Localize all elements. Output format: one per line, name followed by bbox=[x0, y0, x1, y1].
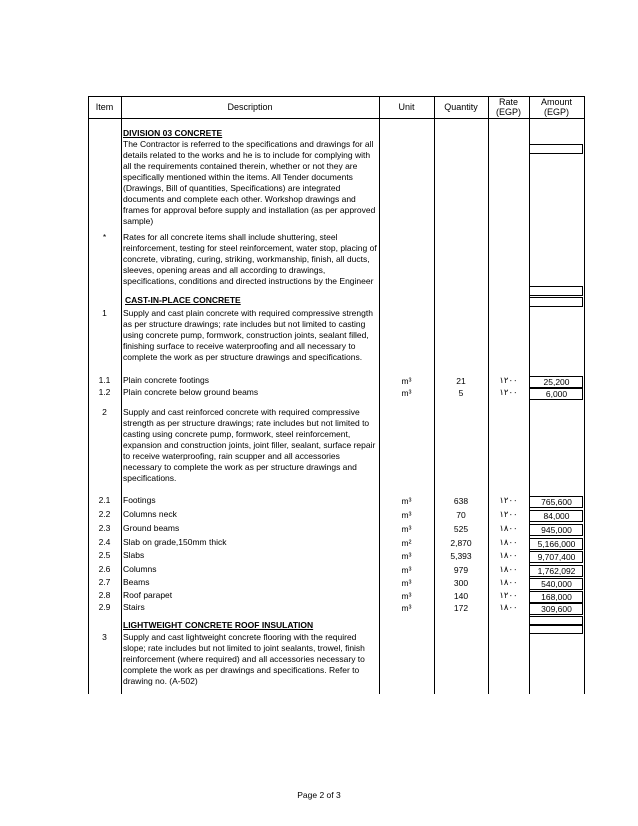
row-quantity: 70 bbox=[456, 510, 466, 520]
row-description: Stairs bbox=[123, 602, 145, 612]
item-1-description: Supply and cast plain concrete with required compressive strength as per structure drawings; rate includes but not limited to casting using concrete pump, formwork, construction joints, sealant filled, finishing surface to receive waterproofing and all necessary to complete the work as per structure drawings and specifications. bbox=[123, 308, 373, 362]
row-amount: 5,166,000 bbox=[537, 539, 576, 549]
row-item-number: 2.6 bbox=[98, 564, 111, 574]
row-amount: 25,200 bbox=[543, 377, 570, 387]
row-description: Slab on grade,150mm thick bbox=[123, 537, 227, 547]
row-description: Ground beams bbox=[123, 523, 180, 533]
row-unit: m³ bbox=[401, 591, 412, 601]
star-marker: * bbox=[102, 232, 107, 242]
row-quantity: 979 bbox=[453, 565, 469, 575]
row-amount: 945,000 bbox=[541, 525, 572, 535]
item-3-number: 3 bbox=[102, 632, 107, 642]
row-rate: ١٨٠٠ bbox=[499, 523, 518, 533]
row-description: Columns bbox=[123, 564, 157, 574]
row-quantity: 5 bbox=[458, 388, 464, 398]
item-1-number: 1 bbox=[102, 308, 107, 318]
row-unit: m³ bbox=[401, 565, 412, 575]
boq-table bbox=[88, 96, 585, 694]
header-amount bbox=[529, 96, 584, 118]
row-description: Beams bbox=[123, 577, 150, 587]
row-quantity: 525 bbox=[453, 524, 469, 534]
row-amount: 309,600 bbox=[541, 604, 572, 614]
row-quantity: 5,393 bbox=[450, 551, 472, 561]
row-description: Footings bbox=[123, 495, 156, 505]
row-rate: ١٨٠٠ bbox=[499, 537, 518, 547]
row-rate: ١٢٠٠ bbox=[499, 387, 518, 397]
row-unit: m³ bbox=[401, 496, 412, 506]
row-item-number: 2.4 bbox=[98, 537, 111, 547]
row-quantity: 140 bbox=[453, 591, 469, 601]
empty-amount-box bbox=[529, 144, 583, 154]
row-unit: m³ bbox=[401, 603, 412, 613]
row-description: Roof parapet bbox=[123, 590, 173, 600]
header-item: Item bbox=[95, 102, 114, 112]
row-unit: m³ bbox=[401, 376, 412, 386]
empty-amount-box bbox=[529, 286, 583, 296]
item-2-number: 2 bbox=[102, 407, 107, 417]
row-quantity: 172 bbox=[453, 603, 469, 613]
row-item-number: 2.7 bbox=[98, 577, 111, 587]
page-number: Page 2 of 3 bbox=[297, 790, 341, 800]
item-2-description: Supply and cast reinforced concrete with required compressive strength as per structure drawings; rate includes but not limited to casting using concrete pump, formwork, steel reinforcement, expansion and construction joints, joint filler, sealant, surface repair to receive waterproofing, rain scupper and all accessories necessary to complete the work as per structure drawings and specifications. bbox=[123, 407, 376, 483]
header-rate bbox=[488, 96, 529, 118]
header-amount-line1: Amount bbox=[540, 97, 573, 107]
row-rate: ١٢٠٠ bbox=[499, 590, 518, 600]
row-item-number: 2.8 bbox=[98, 590, 111, 600]
row-amount: 540,000 bbox=[541, 579, 572, 589]
row-description: Columns neck bbox=[123, 509, 177, 519]
row-amount: 168,000 bbox=[541, 592, 572, 602]
header-quantity: Quantity bbox=[444, 102, 478, 112]
item-3-description: Supply and cast lightweight concrete flooring with the required slope; rate includes but not limited to joint sealants, trowel, finish reinforcement (where required) and all accessories necessary to complete the work as per drawings and specifications. Refer to drawing no. (A-502) bbox=[123, 632, 365, 686]
row-item-number: 1.2 bbox=[98, 387, 111, 397]
row-rate: ١٢٠٠ bbox=[499, 509, 518, 519]
row-quantity: 300 bbox=[453, 578, 469, 588]
column-divider bbox=[121, 96, 122, 694]
row-unit: m³ bbox=[401, 388, 412, 398]
row-item-number: 2.3 bbox=[98, 523, 111, 533]
empty-amount-box bbox=[529, 297, 583, 307]
header-rate-line1: Rate bbox=[498, 97, 518, 107]
row-amount: 9,707,400 bbox=[537, 552, 576, 562]
header-rate-line2: (EGP) bbox=[495, 107, 521, 117]
row-rate: ١٢٠٠ bbox=[499, 375, 518, 385]
empty-amount-box bbox=[529, 624, 583, 634]
row-quantity: 2,870 bbox=[450, 538, 472, 548]
cast-in-place-title: CAST-IN-PLACE CONCRETE bbox=[125, 295, 241, 305]
rates-note: Rates for all concrete items shall include shuttering, steel reinforcement, testing for steel reinforcement, water stop, placing of concrete, vibrating, curing, striking, workmanship, finish, all ducts, sleeves, opening areas and all according to drawings, specifications, conditions and directed instructions by the Engineer bbox=[123, 232, 377, 286]
row-unit: m³ bbox=[401, 524, 412, 534]
row-amount: 6,000 bbox=[545, 389, 568, 399]
header-divider bbox=[88, 118, 585, 119]
row-quantity: 21 bbox=[456, 376, 466, 386]
row-item-number: 2.9 bbox=[98, 602, 111, 612]
row-amount: 84,000 bbox=[543, 511, 570, 521]
row-amount: 1,762,092 bbox=[537, 566, 576, 576]
row-unit: m³ bbox=[401, 510, 412, 520]
row-description: Plain concrete below ground beams bbox=[123, 387, 259, 397]
row-unit: m³ bbox=[401, 551, 412, 561]
row-description: Slabs bbox=[123, 550, 145, 560]
division-title: DIVISION 03 CONCRETE bbox=[123, 128, 223, 138]
row-unit: m³ bbox=[401, 578, 412, 588]
table-border-right bbox=[584, 96, 585, 694]
row-item-number: 2.1 bbox=[98, 495, 111, 505]
header-amount-line2: (EGP) bbox=[543, 107, 569, 117]
header-description: Description bbox=[227, 102, 273, 112]
row-quantity: 638 bbox=[453, 496, 469, 506]
row-rate: ١٨٠٠ bbox=[499, 564, 518, 574]
row-rate: ١٨٠٠ bbox=[499, 577, 518, 587]
lightweight-title: LIGHTWEIGHT CONCRETE ROOF INSULATION bbox=[123, 620, 314, 630]
row-rate: ١٨٠٠ bbox=[499, 550, 518, 560]
row-description: Plain concrete footings bbox=[123, 375, 209, 385]
row-item-number: 2.5 bbox=[98, 550, 111, 560]
row-rate: ١٢٠٠ bbox=[499, 495, 518, 505]
row-amount: 765,600 bbox=[541, 497, 572, 507]
row-rate: ١٨٠٠ bbox=[499, 602, 518, 612]
division-intro: The Contractor is referred to the specifications and drawings for all details related to the works and he is to include for complying with all the requirements contained therein, whether or not they are specifically mentioned within the items. All Tender documents (Drawings, Bill of quantities, Specifications) are integrated documents and complete each other. Workshop drawings and frames for approval before supply and installation (as per approved sample) bbox=[123, 139, 376, 226]
header-unit: Unit bbox=[398, 102, 415, 112]
row-item-number: 1.1 bbox=[98, 375, 111, 385]
row-unit: m² bbox=[401, 538, 412, 548]
row-item-number: 2.2 bbox=[98, 509, 111, 519]
